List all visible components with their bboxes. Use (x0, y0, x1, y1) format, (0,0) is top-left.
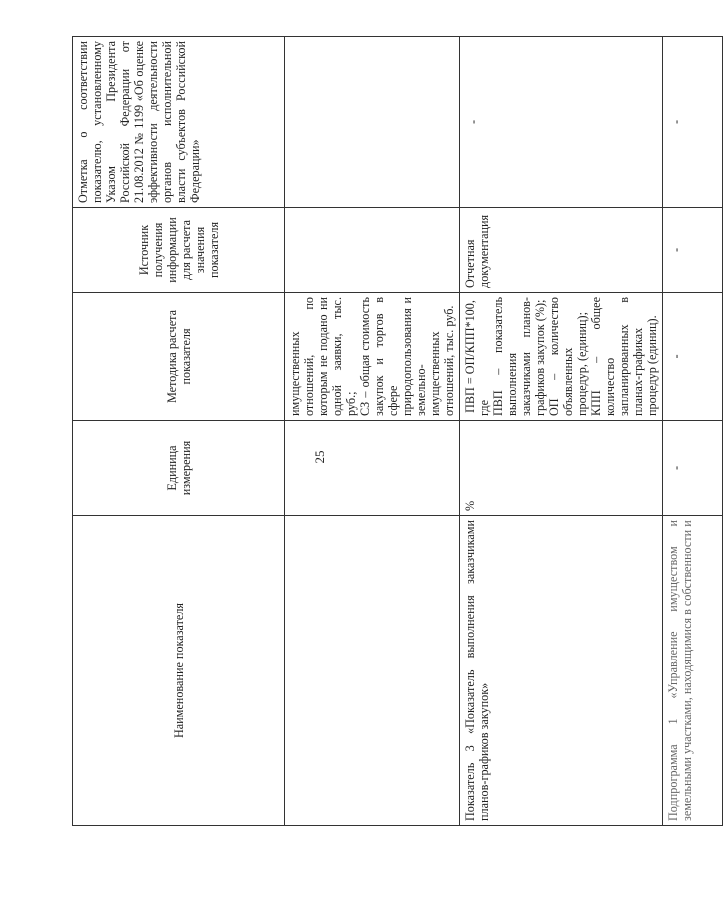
ind3-source: Отчетная документация (460, 208, 663, 293)
method-line: ОП – количество объявленных процедур, (единиц); (547, 297, 589, 416)
table-header-row (73, 37, 285, 826)
page-number: 25 (312, 450, 327, 464)
method-line: СЗ – общая стоимость закупок и торгов в сфере природопользования и земельно-имущественных отношений, тыс. руб. (358, 297, 456, 416)
sub-mark: - (663, 37, 723, 208)
ind3-name: Показатель 3 «Показатель выполнения заказчиками планов-графиков закупок» (460, 516, 663, 826)
table-row-continuation (285, 37, 460, 826)
header-mark: Отметка о соответствии показателю, установленному Указом Президента Российской Федерации от 21.08.2012 № 1199 «Об оценке эффективности деятельности органов исполнительной власти субъектов Российской Федерации» (73, 37, 285, 208)
indicators-table (72, 36, 723, 826)
ind3-unit: % (460, 421, 663, 516)
formula: ПВП = ОП/КПП*100, (463, 300, 477, 413)
header-name: Наименование показателя (73, 516, 285, 826)
table-row-subprogram (663, 37, 723, 826)
method-line: ПВП – показатель выполнения заказчиками планов-графиков закупок (%); (491, 297, 547, 416)
cont-name (285, 516, 460, 826)
header-unit: Единица измерения (73, 421, 285, 516)
table-row-indicator-3 (460, 37, 663, 826)
method-line: где (477, 399, 491, 416)
method-line: КПП – общее количество запланированных в планах-графиках процедур (единиц). (589, 297, 659, 416)
cont-unit (285, 421, 460, 516)
header-method: Методика расчета показателя (73, 293, 285, 421)
sub-name: Подпрограмма 1 «Управление имуществом и земельными участками, находящимися в собственности и (663, 516, 723, 826)
ind3-method (460, 293, 663, 421)
cont-method (285, 293, 460, 421)
sub-method: - (663, 293, 723, 421)
sub-unit: - (663, 421, 723, 516)
ind3-mark: - (460, 37, 663, 208)
rotated-table-area (72, 37, 694, 826)
table-wrapper (72, 37, 694, 826)
header-source: Источник получения информации для расчета значения показателя (73, 208, 285, 293)
method-line: имущественных отношений, по которым не подано ни одной заявки, тыс. руб.; (288, 297, 358, 416)
cont-mark (285, 37, 460, 208)
cont-source (285, 208, 460, 293)
sub-source: - (663, 208, 723, 293)
